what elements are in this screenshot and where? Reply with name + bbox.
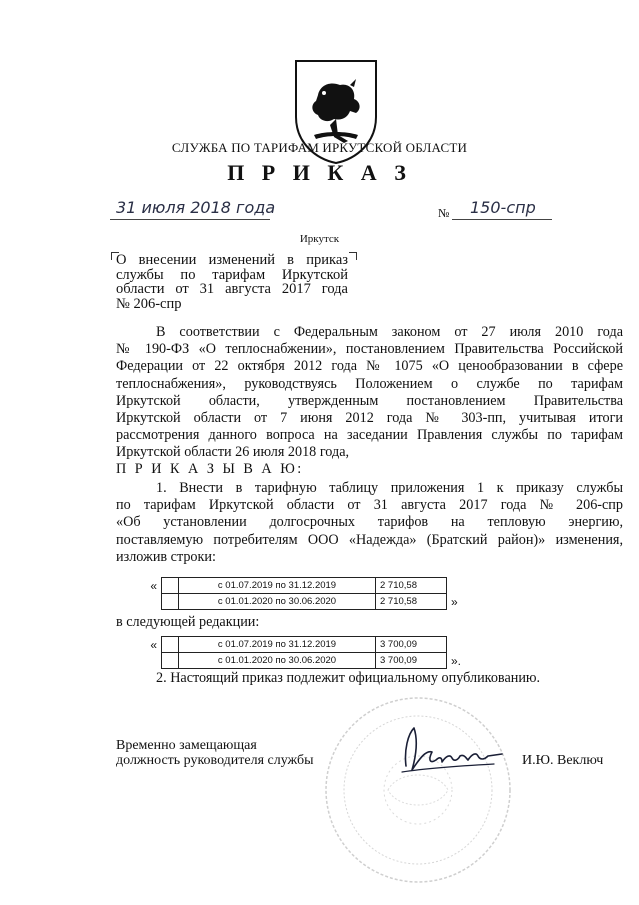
preamble-line: Иркутской области от 7 июня 2012 года № 303-пп, учитывая итоги [116, 410, 623, 427]
period-cell: с 01.07.2019 по 31.12.2019 [179, 578, 376, 594]
order-subject [116, 253, 348, 311]
old-tariff-table [145, 577, 469, 610]
subject-line: № 206-спр [116, 295, 182, 312]
table-row [145, 594, 469, 610]
preamble-line: рассмотрения данного вопроса на заседании Правления службы по тарифам [116, 427, 623, 444]
period-cell: с 01.01.2020 по 30.06.2020 [179, 594, 376, 610]
new-tariff-table [145, 636, 469, 669]
position-line: Временно замещающая [116, 738, 257, 753]
preamble-paragraph [116, 324, 623, 462]
preamble-line: В соответствии с Федеральным законом от 27 июля 2010 года [156, 324, 623, 340]
table-cell-empty [162, 637, 179, 653]
number-label: № [438, 206, 450, 220]
table-spacer [447, 637, 470, 653]
subject-line: области от 31 августа 2017 года [116, 281, 348, 297]
organization-name: СЛУЖБА ПО ТАРИФАМ ИРКУТСКОЙ ОБЛАСТИ [171, 140, 468, 155]
signatory-name: И.Ю. Веключ [522, 753, 604, 768]
item1-line: изложив строки: [116, 548, 216, 565]
value-cell: 3 700,09 [376, 637, 447, 653]
item1-line: «Об установлении долгосрочных тарифов на тепловую энергию, [116, 514, 623, 531]
table-row [145, 653, 469, 669]
table-row [145, 578, 469, 594]
handwritten-date: 31 июля 2018 года [116, 198, 276, 217]
quote-open: « [150, 637, 157, 652]
preamble-line: Федерации от 22 октября 2012 года № 1075 «О ценообразовании в сфере [116, 358, 623, 375]
prikazyvayu-heading: П Р И К А З Ы В А Ю: [116, 461, 304, 477]
handwritten-signature [398, 720, 508, 782]
table-spacer [145, 653, 162, 669]
signatory-position [116, 738, 314, 768]
value-cell: 2 710,58 [376, 578, 447, 594]
value-cell: 2 710,58 [376, 594, 447, 610]
table-cell-empty [162, 653, 179, 669]
table-spacer [447, 578, 470, 594]
next-edition-label: в следующей редакции: [116, 614, 260, 630]
table-row [145, 637, 469, 653]
subject-bracket-right [349, 252, 357, 260]
item1-line: поставляемую потребителям ООО «Надежда» (Братский район)» изменения, [116, 531, 623, 548]
table-spacer [145, 594, 162, 610]
table-cell-empty [162, 594, 179, 610]
table-cell-empty [162, 578, 179, 594]
quote-close: ». [451, 653, 462, 668]
value-cell: 3 700,09 [376, 653, 447, 669]
handwritten-number: 150-спр [470, 198, 536, 217]
order-item-2: 2. Настоящий приказ подлежит официальному опубликованию. [156, 670, 541, 686]
quote-close: » [451, 594, 458, 609]
item1-line: по тарифам Иркутской области от 31 августа 2017 года № 206-спр [116, 497, 623, 514]
preamble-line: Иркутской области 26 июля 2018 года, [116, 444, 350, 461]
document-title: П Р И К А З [227, 160, 412, 185]
preamble-line: теплоснабжения», руководствуясь Положением о службе по тарифам [116, 375, 623, 392]
subject-line: О внесении изменений в приказ [116, 252, 348, 268]
preamble-line: Иркутской области, утвержденным постановлением Правительства [116, 392, 623, 409]
item1-line: 1. Внести в тарифную таблицу приложения 1 к приказу службы [156, 480, 623, 496]
position-line: должность руководителя службы [116, 753, 314, 768]
city: Иркутск [299, 233, 340, 245]
number-underline [452, 219, 552, 220]
order-item-1 [116, 480, 623, 566]
date-underline [110, 219, 270, 220]
period-cell: с 01.07.2019 по 31.12.2019 [179, 637, 376, 653]
preamble-line: № 190-ФЗ «О теплоснабжении», постановлением Правительства Российской [116, 341, 623, 358]
subject-line: службы по тарифам Иркутской [116, 266, 348, 283]
quote-open: « [150, 578, 157, 593]
period-cell: с 01.01.2020 по 30.06.2020 [179, 653, 376, 669]
